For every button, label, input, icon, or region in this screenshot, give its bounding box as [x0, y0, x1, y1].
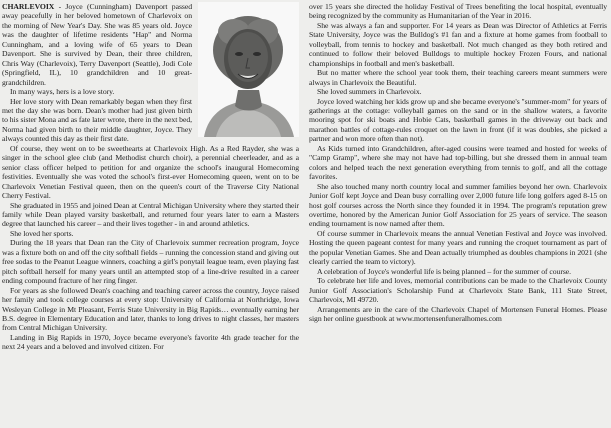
- right-paragraph: [309, 97, 607, 144]
- paragraph-text: A celebration of Joyce's wonderful life is being planned – for the summer of course.: [317, 266, 571, 276]
- right-paragraph: [309, 68, 607, 87]
- right-paragraph: [309, 2, 607, 21]
- dateline: CHARLEVOIX: [2, 2, 55, 11]
- paragraph-text: She loved her sports.: [10, 228, 74, 238]
- paragraph-text: For years as she followed Dean's coaching and teaching career across the country, Joyce raised her family and took college courses at every stop: University of California at Northridge, Iowa Wesleyan College in Mt Pleasant, Ferris State University in Big Rapids… eventually earning her B.S. degree in Elementary Education and later, thanks to long drives to night classes, her masters from Central Michigan University.: [2, 285, 299, 333]
- paragraph-text: As Kids turned into Grandchildren, after-aged cousins were teamed and hosted for weeks of "Camp Gramp", where she may not have had top-billing, but she dressed them in annual team colors and helped teach the next generation everything from tennis to golf, and all the cottage favorites.: [309, 143, 607, 182]
- right-paragraph: [309, 305, 607, 324]
- right-paragraph: [309, 87, 607, 96]
- right-paragraph: [309, 267, 607, 276]
- left-paragraph: [2, 201, 299, 229]
- paragraph-text: She also touched many north country local and summer families beyond her own. Charlevoix Junior Golf kept Joyce and Dean busy corralling over 2,000 future life long golfers aged 8-15 on host golf courses across the North since they founded it in 1994. The program's reputation grew overtime, honored by the American Junior Golf Association for 25 years of service. The season ending tournament is now named after them.: [309, 181, 607, 229]
- left-paragraph: [2, 238, 299, 285]
- left-paragraph: [2, 333, 299, 352]
- left-paragraph: [2, 229, 299, 238]
- obituary-right-column: [309, 2, 607, 323]
- paragraph-text: To celebrate her life and loves, memorial contributions can be made to the Charlevoix County Junior Golf Association's Scholarship Fund at Charlevoix State Bank, 111 State Street, Charlevoix, MI 49720.: [309, 276, 607, 305]
- right-paragraph: [309, 276, 607, 304]
- left-paragraph: [2, 144, 299, 201]
- right-paragraph: [309, 182, 607, 229]
- right-paragraph: [309, 144, 607, 182]
- paragraph-text: - Joyce (Cunningham) Davenport passed away peacefully in her beloved hometown of Charlevoix on the morning of New Year's Day. She was 85 years old. Joyce was the daughter of lifetime residents "Hap" and Norma Cunningham, and a loving wife of 65 years to Dean Davenport. She is survived by Dean, their three children, Chris Way (Charlevoix), Terry Davenport (Seattle), Jodi Cole (Springfield, IL), 10 grandchildren and 10 great-grandchildren.: [2, 2, 192, 87]
- obituary-left-column: [2, 2, 299, 352]
- paragraph-text: Arrangements are in the care of the Charlevoix Chapel of Mortensen Funeral Homes. Please sign her online guestbook at www.mortensenfuneralhomes.com: [309, 304, 607, 323]
- paragraph-text: Her love story with Dean remarkably began when they first met the day she was born. Dean's mother had just given birth to his sister Mona and as fate later wrote, there in the next bed, Norma had given birth to their middle daughter, Joyce. They always counted this day as their first date.: [2, 96, 192, 144]
- paragraph-text: Of course, they went on to be sweethearts at Charlevoix High. As a Red Rayder, she was a singer in the school glee club (and Methodist church choir), a perennial cheerleader, and as a senior class officer helped to petition for and organize the school's inaugural Homecoming festivities. Eventually she was voted the school's first-ever Homecoming queen, went on to be Charlevoix Venetian Festival queen, then on the queen's court of the Traverse City National Cherry Festival.: [2, 143, 299, 201]
- paragraph-text: She graduated in 1955 and joined Dean at Central Michigan University where they started their family while Dean played varsity basketball, and returned four years later to earn a Masters degree that launched his career – and their lives together - in and around athletics.: [2, 200, 299, 229]
- paragraph-text: Of course summer in Charlevoix means the annual Venetian Festival and Joyce was involved. Hosting the queen pageant contest for many years and running the croquet tournament as part of the popular Venetian Games. She and Dean actually triumphed as doubles champions in 2021 (she clearly carried the team to victory).: [309, 228, 607, 267]
- paragraph-text: Joyce loved watching her kids grow up and she became everyone's "summer-mom" for years of gatherings at the cottage: volleyball games on the sand or in the shallow waters, a favorite mooring spot for ski boats and Hobie Cats, basketball games in the driveway out back and marathon battles of cottage-rules croquet on the lawn in front (if it was doubles, she picked a partner and won more often than not).: [309, 96, 607, 144]
- right-paragraphs: [309, 2, 607, 323]
- right-paragraph: [309, 229, 607, 267]
- paragraph-text: She loved summers in Charlevoix.: [317, 87, 422, 97]
- paragraph-text: During the 18 years that Dean ran the City of Charlevoix summer recreation program, Joyce was a fixture both on and off the city softball fields – running the concession stand and giving out free sodas to the Peanut League winners, coaching a girl's ponytail league team, even playing fast pitch softball herself for many years until an attempted stop of a line-drive resulted in a career ending compound fracture of her ring finger.: [2, 238, 299, 286]
- paragraph-text: In many ways, hers is a love story.: [10, 87, 115, 97]
- paragraph-text: She was always a fan and supporter. For 14 years as Dean was Director of Athletics at Ferris State University, Joyce was the Bulldog's #1 fan and a fixture at home games from football to volleyball, from tennis to hockey and basketball. Not much changed as they both retired and continued to follow their beloved Bulldogs to multiple hockey Frozen Fours, and national championships in football and men's basketball.: [309, 20, 607, 68]
- portrait-photo: [198, 2, 299, 137]
- left-paragraph: [2, 286, 299, 333]
- paragraph-text: But no matter where the school year took them, their teaching careers meant summers were always in Charlevoix the Beautiful.: [309, 68, 607, 87]
- paragraph-text: over 15 years she directed the holiday Festival of Trees benefiting the local hospital, eventually being recognized by the community as Humanitarian of the Year in 2016.: [309, 2, 607, 21]
- right-paragraph: [309, 21, 607, 68]
- paragraph-text: Landing in Big Rapids in 1970, Joyce became everyone's favorite 4th grade teacher for the next 24 years and a beloved and involved citizen. For: [2, 332, 299, 352]
- portrait-image: [198, 2, 299, 137]
